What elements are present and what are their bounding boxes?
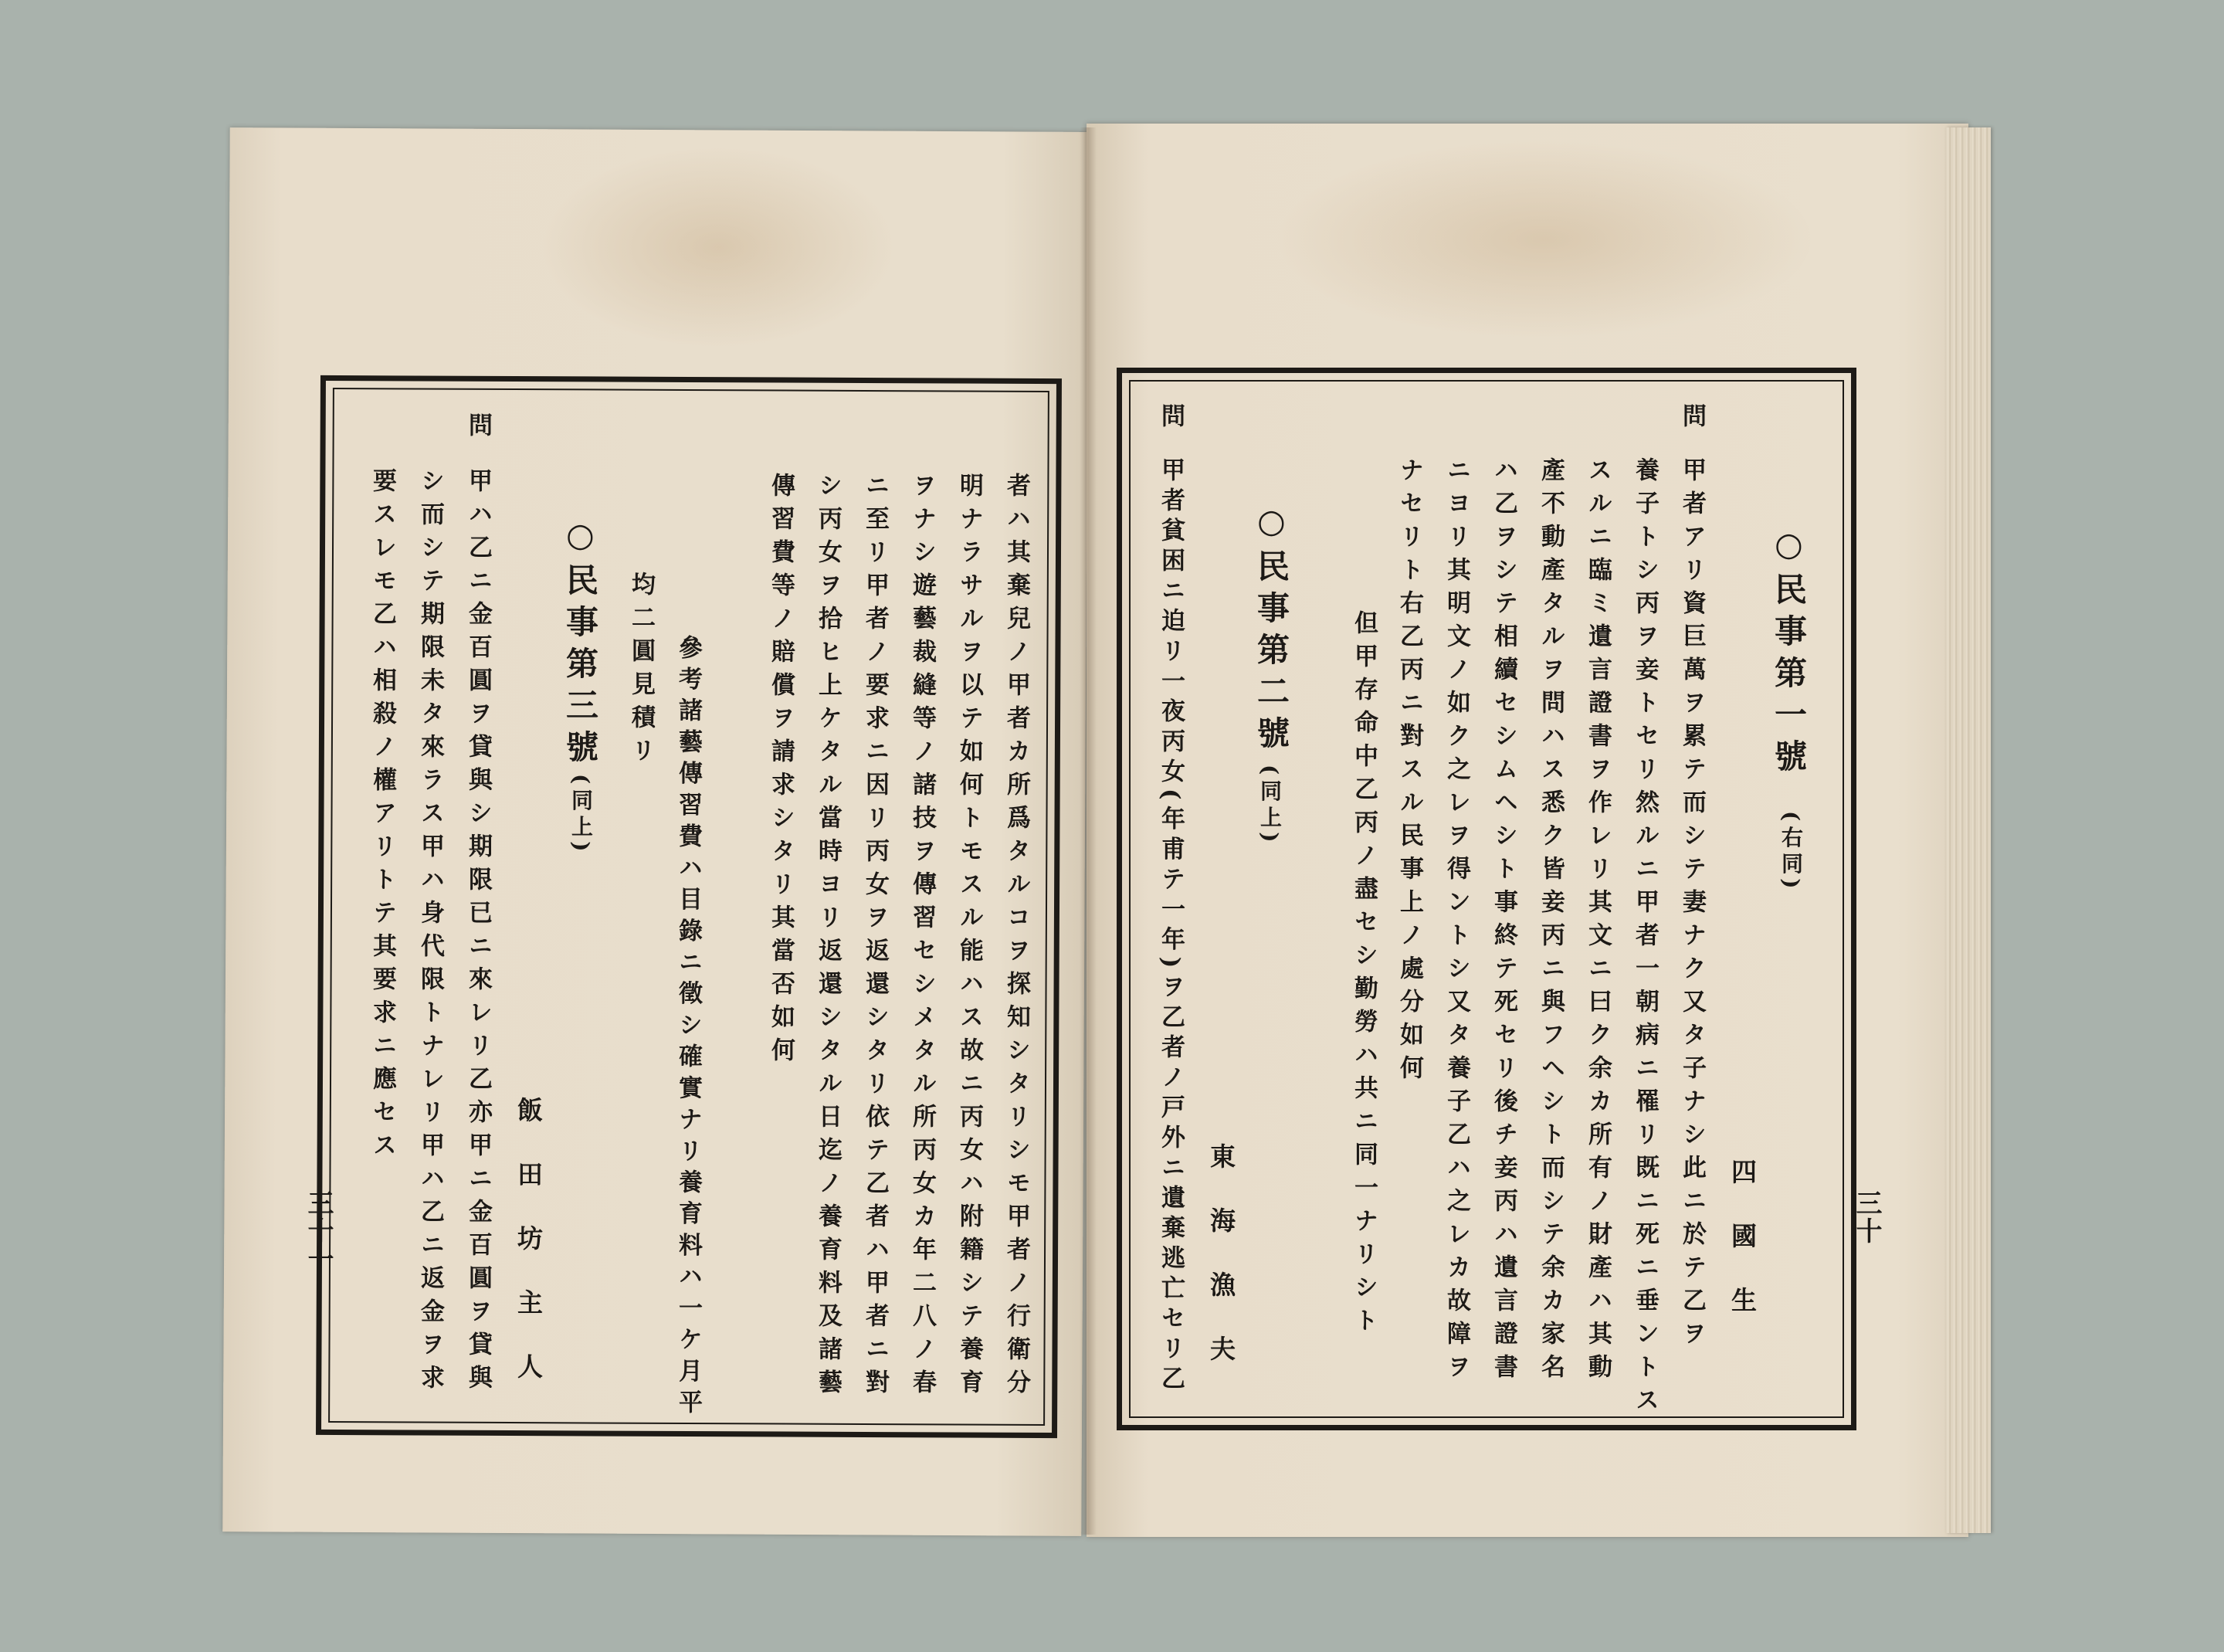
text-line: ヲナシ遊藝裁縫等ノ諸技ヲ傳習セシメタル所丙女カ年二八ノ春 [908,473,936,1403]
section-note: (同上) [1257,765,1283,847]
text-line: 養子トシ丙ヲ妾トセリ然ルニ甲者一朝病ニ罹リ既ニ死ニ垂ントス [1631,457,1659,1420]
section-title: ○民事第一號 [1770,525,1808,781]
paper-stain [1274,139,1815,340]
section-note: (同上) [568,774,594,857]
gutter [1080,127,1097,1535]
text-line: 傳習費等ノ賠償ヲ請求シタリ其當否如何 [767,473,795,1070]
page-edges [1946,127,1991,1533]
section-title: ○民事第二號 [1253,502,1290,758]
text-line: 甲ハ乙ニ金百圓ヲ貸與シ期限已ニ來レリ乙亦甲ニ金百圓ヲ貸與 [464,468,492,1398]
page-number: 三十 [1851,1189,1882,1245]
text-line: シ丙女ヲ拾ヒ上ケタル當時ヨリ返還シタル日迄ノ養育料及諸藝 [814,473,842,1403]
text-line: 甲者貧困ニ迫リ一夜丙女(年甫テ一年)ヲ乙者ノ戸外ニ遺棄逃亡セリ乙 [1157,457,1185,1396]
text-line: 甲者アリ資巨萬ヲ累テ而シテ妻ナク又タ子ナシ此ニ於テ乙ヲ [1678,457,1706,1354]
reference-line: 均二圓見積リ [627,572,655,771]
section-title: ○民事第三號 [561,516,599,772]
text-line: 者ハ其棄兒ノ甲者カ所爲タルコヲ探知シタリシモ甲者ノ行衛分 [1002,473,1030,1403]
text-line: 產不動產タルヲ問ハス悉ク皆妾丙ニ與フヘシト而シテ余カ家名 [1537,457,1565,1387]
text-line: 明ナラサルヲ以テ如何トモスル能ハス故ニ丙女ハ附籍シテ養育 [955,473,983,1403]
text-line: シ而シテ期限未タ來ラス甲ハ身代限トナレリ甲ハ乙ニ返金ヲ求 [416,468,444,1398]
text-line: ナセリト右乙丙ニ對スル民事上ノ處分如何 [1395,457,1423,1088]
text-line: 要スレモ乙ハ相殺ノ權アリトテ其要求ニ應セス [368,468,396,1165]
section-author: 飯田坊主人 [514,1097,544,1417]
question-mark: 問 [464,412,492,446]
question-mark: 問 [1678,403,1706,436]
paper-stain [541,147,896,348]
text-line: スルニ臨ミ遺言證書ヲ作レリ其文ニ曰ク余カ所有ノ財產ハ其動 [1584,457,1612,1387]
question-mark: 問 [1157,403,1185,436]
text-line: ニ至リ甲者ノ要求ニ因リ丙女ヲ返還シタリ依テ乙者ハ甲者ニ對 [861,473,889,1403]
reference-line: 參考諸藝傳習費ハ目錄ニ徵シ確實ナリ養育料ハ一ケ月平 [674,635,702,1421]
text-line: ニヨリ其明文ノ如ク之レヲ得ントシ又タ養子乙ハ之レカ故障ヲ [1443,457,1470,1387]
section-note: (右同) [1778,811,1804,894]
text-line: ハ乙ヲシテ相續セシムヘシト事終テ死セリ後チ妾丙ハ遺言證書 [1490,457,1517,1387]
section-author: 東海漁夫 [1206,1143,1236,1399]
section-author: 四國生 [1727,1158,1758,1351]
page-number: 三十一 [303,1189,334,1273]
text-line: 但甲存命中乙丙ノ盡セシ勤勞ハ共ニ同一ナリシト [1350,610,1378,1341]
